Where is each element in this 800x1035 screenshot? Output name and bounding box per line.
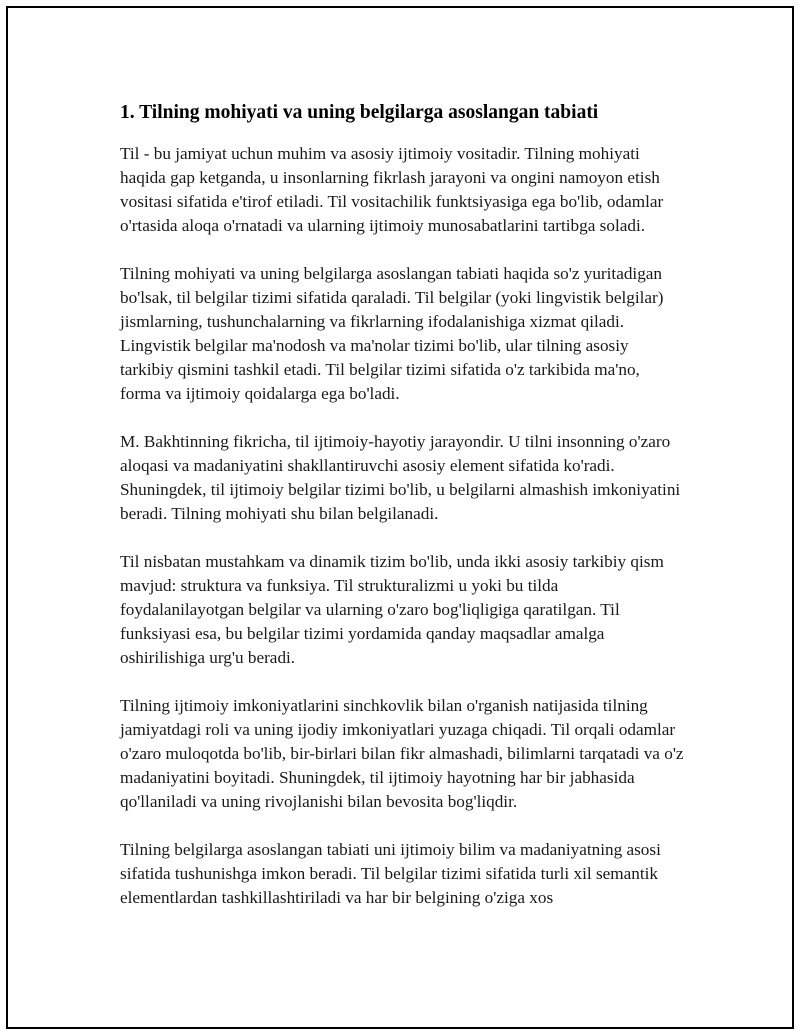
- paragraph: Tilning belgilarga asoslangan tabiati uni ijtimoiy bilim va madaniyatning asosi sifatida tushunishga imkon beradi. Til belgilar tizimi sifatida turli xil semantik elementlardan tashkillashtiriladi va har bir belgining o'ziga xos: [120, 840, 661, 907]
- paragraph: Til - bu jamiyat uchun muhim va asosiy ijtimoiy vositadir. Tilning mohiyati haqida gap ketganda, u insonlarning fikrlash jarayoni va ongini namoyon etish vositasi sifatida e'tirof etiladi. Til vositachilik funktsiyasiga ega bo'lib, odamlar o'rtasida aloqa o'rnatadi va ularning ijtimoiy munosabatlarini tartibga soladi.: [120, 144, 664, 235]
- paragraph: M. Bakhtinning fikricha, til ijtimoiy-hayotiy jarayondir. U tilni insonning o'zaro aloqasi va madaniyatini shakllantiruvchi asosiy element sifatida ko'radi. Shuningdek, til ijtimoiy belgilar tizimi bo'lib, u belgilarni almashish imkoniyatini beradi. Tilning mohiyati shu bilan belgilanadi.: [120, 432, 681, 523]
- section-heading: 1. Tilning mohiyati va uning belgilarga asoslangan tabiati: [120, 102, 599, 123]
- paragraph: Tilning mohiyati va uning belgilarga asoslangan tabiati haqida so'z yuritadigan bo'lsak, til belgilar tizimi sifatida qaraladi. Til belgilar (yoki lingvistik belgilar) jismlarning, tushunchalarning va fikrlarning ifodalanishiga xizmat qiladi. Lingvistik belgilar ma'nodosh va ma'nolar tizimi bo'lib, ular tilning asosiy tarkibiy qismini tashkil etadi. Til belgilar tizimi sifatida o'z tarkibida ma'no, forma va ijtimoiy qoidalarga ega bo'ladi.: [120, 264, 664, 403]
- document-body: [120, 98, 685, 934]
- page-frame: [6, 6, 794, 1029]
- paragraph: Tilning ijtimoiy imkoniyatlarini sinchkovlik bilan o'rganish natijasida tilning jamiyatdagi roli va uning ijodiy imkoniyatlari yuzaga chiqadi. Til orqali odamlar o'zaro muloqotda bo'lib, bir-birlari bilan fikr almashadi, bilimlarni tarqatadi va o'z madaniyatini boyitadi. Shuningdek, til ijtimoiy hayotning har bir jabhasida qo'llaniladi va uning rivojlanishi bilan bevosita bog'liqdir.: [120, 696, 684, 811]
- paragraph: Til nisbatan mustahkam va dinamik tizim bo'lib, unda ikki asosiy tarkibiy qism mavjud: struktura va funksiya. Til strukturalizmi u yoki bu tilda foydalanilayotgan belgilar va ularning o'zaro bog'liqligiga qaratilgan. Til funksiyasi esa, bu belgilar tizimi yordamida qanday maqsadlar amalga oshirilishiga urg'u beradi.: [120, 552, 664, 667]
